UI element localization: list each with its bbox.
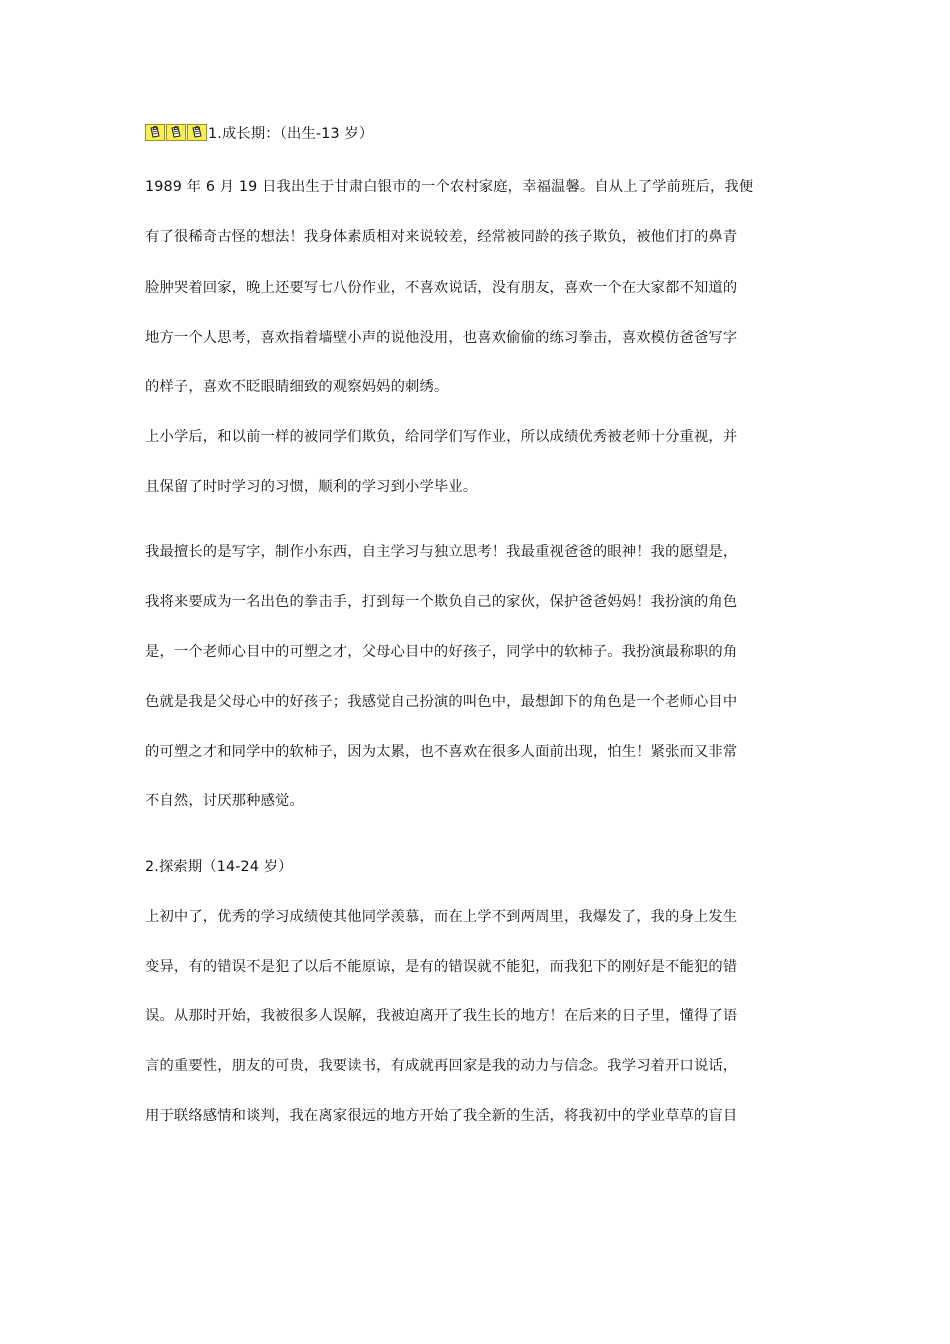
paragraph-line: 上小学后，和以前一样的被同学们欺负，给同学们写作业，所以成绩优秀被老师十分重视，并 — [145, 429, 738, 445]
document-icon — [145, 124, 165, 141]
paragraph-line: 变异，有的错误不是犯了以后不能原谅，是有的错误就不能犯，而我犯下的刚好是不能犯的错 — [145, 959, 738, 975]
paragraph-line: 不自然，讨厌那种感觉。 — [145, 793, 304, 809]
document-icon — [166, 124, 186, 141]
paragraph-line: 误。从那时开始，我被很多人误解，我被迫离开了我生长的地方！在后来的日子里，懂得了语 — [145, 1008, 738, 1024]
paragraph-line: 言的重要性，朋友的可贵，我要读书，有成就再回家是我的动力与信念。我学习着开口说话， — [145, 1058, 738, 1074]
paragraph-line: 是，一个老师心目中的可塑之才，父母心目中的好孩子，同学中的软柿子。我扮演最称职的角 — [145, 644, 738, 660]
paragraph-line: 我将来要成为一名出色的拳击手，打到每一个欺负自己的家伙，保护爸爸妈妈！我扮演的角色 — [145, 594, 738, 610]
paragraph-line: 且保留了时时学习的习惯，顺利的学习到小学毕业。 — [145, 479, 478, 495]
section-1-heading: 1.成长期：（出生-13 岁） — [208, 126, 374, 142]
paragraph-line: 用于联络感情和谈判，我在离家很远的地方开始了我全新的生活，将我初中的学业草草的盲目 — [145, 1108, 738, 1124]
paragraph-line: 我最擅长的是写字，制作小东西，自主学习与独立思考！我最重视爸爸的眼神！我的愿望是， — [145, 544, 738, 560]
section-1-heading-line — [145, 124, 373, 144]
paragraph-line: 的样子，喜欢不眨眼睛细致的观察妈妈的刺绣。 — [145, 379, 449, 395]
paragraph-line: 色就是我是父母心中的好孩子；我感觉自己扮演的叫色中，最想卸下的角色是一个老师心目中 — [145, 694, 738, 710]
icon-group — [145, 122, 208, 142]
paragraph-line: 脸肿哭着回家，晚上还要写七八份作业，不喜欢说话，没有朋友，喜欢一个在大家都不知道的 — [145, 280, 738, 296]
section-2-heading: 2.探索期（14-24 岁） — [145, 859, 293, 875]
paragraph-line: 有了很稀奇古怪的想法！我身体素质相对来说较差，经常被同龄的孩子欺负，被他们打的鼻青 — [145, 229, 738, 245]
paragraph-line: 的可塑之才和同学中的软柿子，因为太累，也不喜欢在很多人面前出现，怕生！紧张而又非常 — [145, 744, 738, 760]
paragraph-line: 上初中了，优秀的学习成绩使其他同学羡慕，而在上学不到两周里，我爆发了，我的身上发生 — [145, 909, 738, 925]
paragraph-line: 地方一个人思考，喜欢指着墙壁小声的说他没用，也喜欢偷偷的练习拳击，喜欢模仿爸爸写字 — [145, 330, 738, 346]
document-icon — [187, 124, 207, 141]
paragraph-line: 1989 年 6 月 19 日我出生于甘肃白银市的一个农村家庭，幸福温馨。自从上了学前班后，我便 — [145, 179, 754, 195]
